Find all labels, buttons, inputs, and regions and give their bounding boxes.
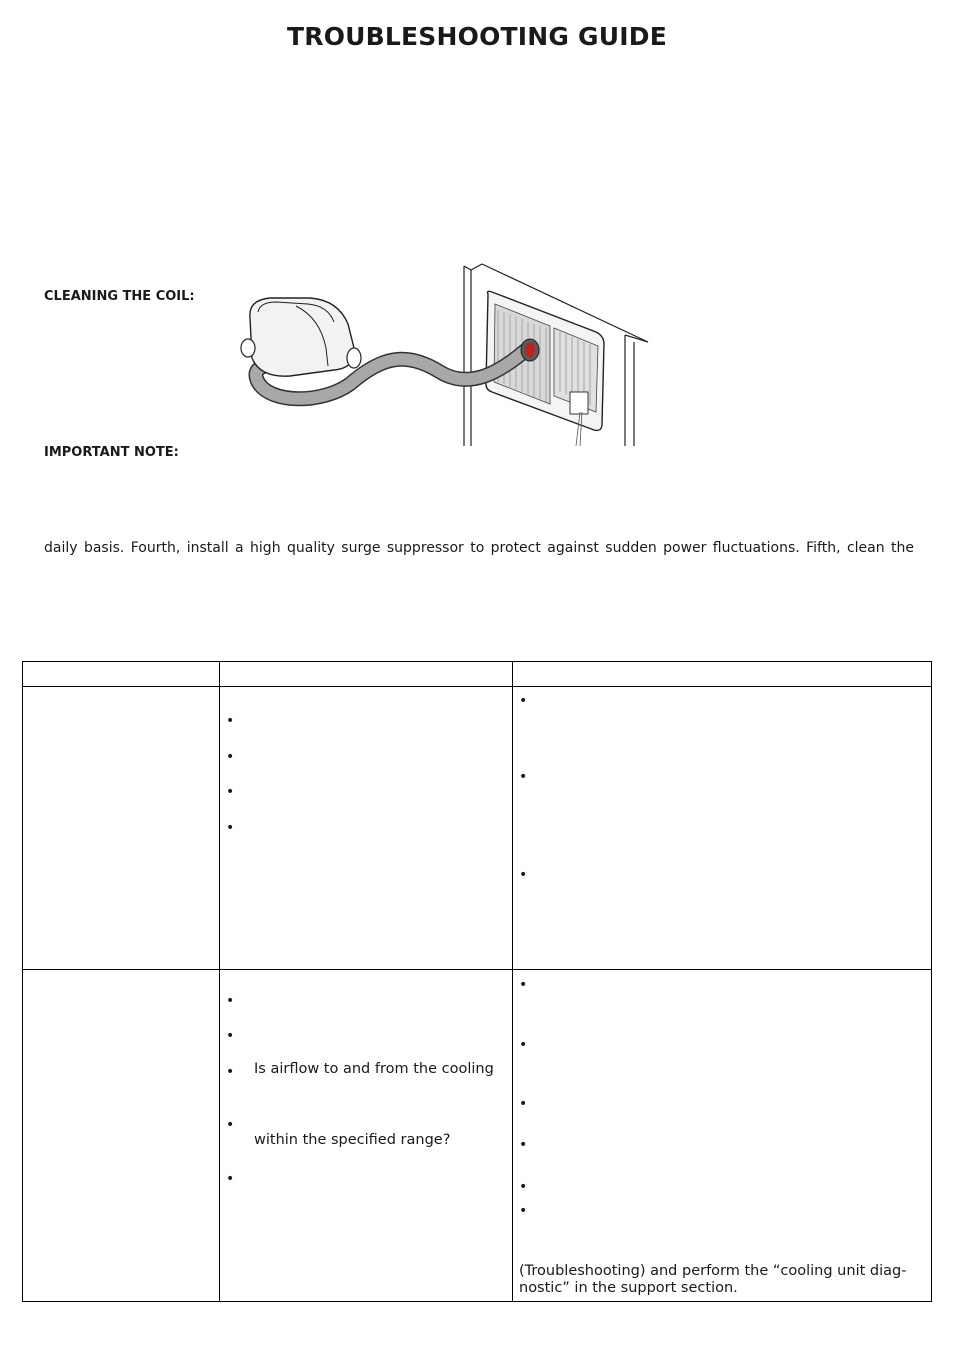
list-bullet: • (519, 1203, 528, 1219)
actions-cell (513, 687, 932, 970)
list-bullet: • (226, 1117, 235, 1133)
table-row (23, 687, 932, 970)
important-note-heading: IMPORTANT NOTE: (44, 445, 179, 460)
action-tail-line-2: nostic” in the support section. (519, 1280, 738, 1296)
checks-cell (220, 970, 513, 1302)
troubleshooting-table (22, 661, 932, 1302)
cleaning-coil-heading: CLEANING THE COIL: (44, 289, 195, 304)
action-tail-line-1: (Troubleshooting) and perform the “cooling unit diag- (519, 1263, 907, 1279)
problem-cell (23, 970, 220, 1302)
table-row (23, 970, 932, 1302)
table-header-row (23, 662, 932, 687)
problem-cell (23, 687, 220, 970)
list-bullet: • (519, 977, 528, 993)
list-bullet: • (226, 1028, 235, 1044)
header-cell-check (220, 662, 513, 687)
list-bullet: • (226, 713, 235, 729)
list-bullet: • (226, 1171, 235, 1187)
header-cell-problem (23, 662, 220, 687)
page-title: TROUBLESHOOTING GUIDE (286, 22, 667, 51)
list-bullet: • (519, 769, 528, 785)
list-bullet: • (519, 1137, 528, 1153)
list-bullet: • (519, 693, 528, 709)
list-bullet: • (519, 867, 528, 883)
header-cell-action (513, 662, 932, 687)
list-bullet: • (226, 820, 235, 836)
actions-cell (513, 970, 932, 1302)
list-bullet: • (226, 784, 235, 800)
list-bullet: • (226, 749, 235, 765)
check-airflow-text: Is airflow to and from the cooling (254, 1061, 494, 1077)
list-bullet: • (226, 993, 235, 1009)
list-bullet: • (519, 1037, 528, 1053)
body-text-line: daily basis. Fourth, install a high quality surge suppressor to protect against sudden power fluctuations. Fifth, clean the (44, 540, 914, 556)
list-bullet: • (226, 1064, 235, 1080)
list-bullet: • (519, 1179, 528, 1195)
coil-cleaning-illustration (230, 262, 660, 448)
check-range-text: within the specified range? (254, 1132, 451, 1148)
list-bullet: • (519, 1096, 528, 1112)
checks-cell (220, 687, 513, 970)
